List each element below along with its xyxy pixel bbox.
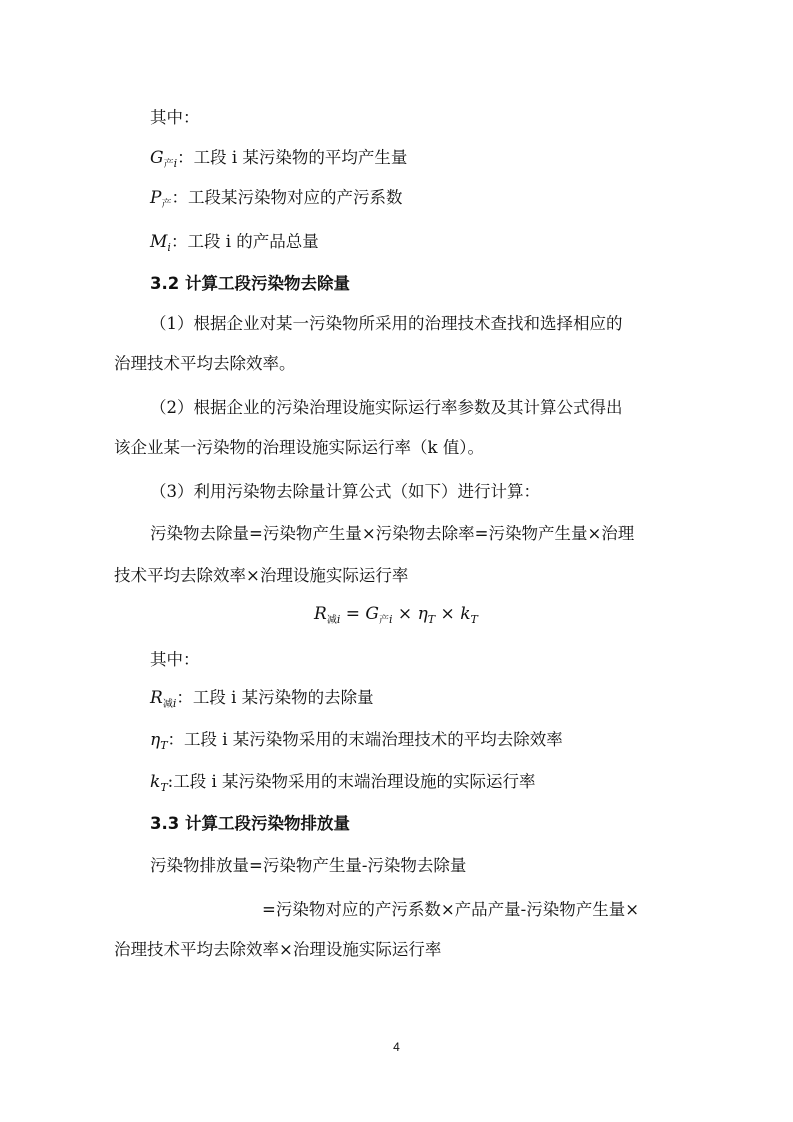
emission-line-2: =污染物对应的产污系数×产品产量-污染物产生量× [262,900,640,919]
paragraph-3: （3）利用污染物去除量计算公式（如下）进行计算： [150,482,540,501]
eq-k-sub: T [470,613,478,626]
eq-g: G [365,604,379,624]
symbol-g-sub-i: i [173,157,178,170]
symbol-r: R [150,688,163,708]
symbol-eta-sub: T [160,739,168,752]
eq-k: k [460,604,471,624]
definition-p [150,188,402,208]
definition-g [150,148,407,168]
paragraph-1-line-1: （1）根据企业对某一污染物所采用的治理技术查找和选择相应的 [150,314,623,333]
eq-times-1: × [392,604,418,624]
where-label-1: 其中： [150,108,200,127]
removal-equation [314,604,478,624]
eq-r-sub-cn: 减 [326,615,337,626]
eq-equals: = [340,604,366,624]
definition-m-text: ：工段 i 的产品总量 [170,232,319,251]
formula-text-line-1: 污染物去除量=污染物产生量×污染物去除率=污染物产生量×治理 [150,524,635,543]
definition-p-text: ：工段某污染物对应的产污系数 [171,188,403,207]
definition-r [150,688,374,708]
eq-g-sub-i: i [389,613,393,626]
section-heading-3-3: 3.3 计算工段污染物排放量 [150,814,350,833]
emission-line-1: 污染物排放量=污染物产生量-污染物去除量 [150,856,467,875]
symbol-p-sub-cn: 产 [161,199,172,210]
symbol-eta: η [150,730,161,750]
eq-g-sub-cn: 产 [379,615,389,626]
eq-eta-sub: T [427,613,436,626]
section-heading-3-2: 3.2 计算工段污染物去除量 [150,274,350,293]
eq-r-sub-i: i [336,613,341,626]
definition-k [150,772,535,792]
emission-line-3: 治理技术平均去除效率×治理设施实际运行率 [114,940,442,959]
eq-times-2: × [435,604,461,624]
symbol-r-sub-i: i [172,697,177,710]
symbol-k-sub: T [160,781,168,794]
symbol-k: k [150,772,161,792]
formula-text-line-2: 技术平均去除效率×治理设施实际运行率 [114,566,409,585]
symbol-m-sub-i: i [167,241,171,254]
symbol-g: G [150,148,164,168]
paragraph-2-line-1: （2）根据企业的污染治理设施实际运行率参数及其计算公式得出 [150,398,623,417]
definition-m [150,232,319,252]
symbol-g-sub-cn: 产 [163,159,174,170]
page-number: 4 [393,1040,400,1054]
definition-eta [150,730,563,750]
symbol-p: P [150,188,162,208]
symbol-r-sub-cn: 减 [162,699,173,710]
definition-eta-text: ：工段 i 某污染物采用的末端治理技术的平均去除效率 [167,730,563,749]
where-label-2: 其中： [150,650,200,669]
definition-k-text: :工段 i 某污染物采用的末端治理设施的实际运行率 [167,772,536,791]
paragraph-2-line-2: 该企业某一污染物的治理设施实际运行率（k 值）。 [114,438,484,457]
eq-r: R [314,604,327,624]
symbol-m: M [150,232,168,252]
eq-eta: η [417,604,428,624]
paragraph-1-line-2: 治理技术平均去除效率。 [114,354,296,373]
definition-g-text: ：工段 i 某污染物的平均产生量 [177,148,408,167]
definition-r-text: ：工段 i 某污染物的去除量 [176,688,374,707]
